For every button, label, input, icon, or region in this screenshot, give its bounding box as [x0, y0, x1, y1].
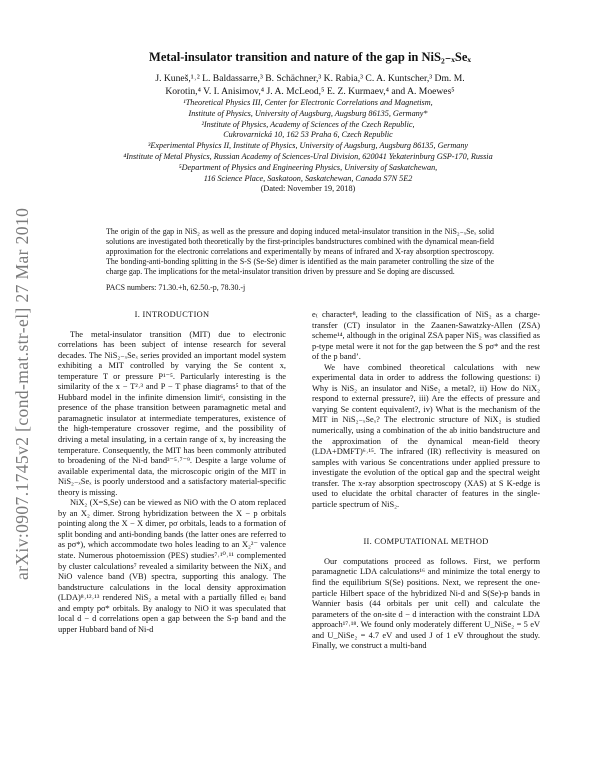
affiliation-line: ⁴Institute of Metal Physics, Russian Academy of Sciences-Ural Division, 620041 Yekaterinburg GSP-170, Russia — [123, 151, 493, 161]
authors-line: J. Kuneš,¹˒² L. Baldassarre,³ B. Schächner,³ K. Rabia,³ C. A. Kuntscher,³ Dm. M. — [155, 73, 465, 84]
authors-line: Korotin,⁴ V. I. Anisimov,⁴ J. A. McLeod,⁵ E. Z. Kurmaev,⁴ and A. Moewes⁵ — [165, 86, 455, 97]
left-column — [58, 310, 286, 635]
paragraph: Our computations proceed as follows. First, we perform paramagnetic LDA calculations¹⁶ and minimize the total energy to find the equilibrium S(Se) positions. Next, we represent the one-particle Hilbert space of the hybridized Ni-d and S(Se)-p bands in Wannier basis (44 orbitals per unit cell) and calculate the parameters of the on-site d − d interaction with the constraint LDA approach¹⁷˒¹⁸. We found only moderately different U_NiSe₂ = 5 eV and U_NiSe₂ = 4.7 eV and used J of 1 eV throughout the study. Finally, we construct a multi-band — [312, 556, 540, 651]
affiliation-line: ³Experimental Physics II, Institute of Physics, University of Augsburg, Augsburg 86135, Germany — [147, 141, 469, 151]
right-column — [312, 310, 540, 652]
affiliation-line: 116 Science Place, Saskatoon, Saskatchewan, Canada S7N 5E2 — [203, 173, 413, 183]
author-list — [70, 72, 550, 98]
paragraph: The metal-insulator transition (MIT) due to electronic correlations has been subject of intense research for several decades. The NiS₂₋ₓSeₓ series provided an important model system exhibiting a MIT controlled by varying the Se content x, temperature T or pressure P¹⁻⁵. Particularly interesting is the similarity of the x − T²˒³ and P − T phase diagrams⁵ to that of the Hubbard model in the infinite dimension limit⁶, consisting in the presence of the phase transition between paramagnetic metal and paramagnetic insulator at intermediate temperatures, existence of the high-temperature crossover regime, and the possibility of driving a metal insulating, in a certain range of x, by increasing the temperature. Consequently, the MIT has been commonly attributed to broadening of the Ni-d band³⁻⁵˒⁷⁻⁹. Despite a large volume of available experimental data, the microscopic origin of the MIT in NiS₂₋ₓSeₓ is poorly understood and a satisfactory material-specific theory is missing. — [58, 329, 286, 497]
abstract: The origin of the gap in NiS₂ as well as the pressure and doping induced metal-insulator transition in the NiS₂₋ₓSeₓ solid solutions are investigated both theoretically by the first-principles bandstructures combined with the dynamical mean-field approximation for the electronic correlations and experimentally by means of infrared and X-ray absorption spectroscopy. The bonding-anti-bonding splitting in the S-S (Se-Se) dimer is identified as the main parameter controlling the size of the charge gap. The implications for the metal-insulator transition driven by pressure and Se doping are discussed. — [106, 227, 494, 276]
affiliation-line: Cukrovarnická 10, 162 53 Praha 6, Czech Republic — [223, 130, 393, 140]
section-heading-introduction: I. INTRODUCTION — [134, 310, 210, 319]
paragraph: e₍ character⁸, leading to the classification of NiS₂ as a charge-transfer (CT) insulator in the Zaanen-Sawatzky-Allen (ZSA) scheme¹⁴, although in the original ZSA paper NiS₂ was classified as p-type metal were it not for the gap between the S pσ* and the rest of the p band’. — [312, 310, 540, 362]
section-heading-computational-method: II. COMPUTATIONAL METHOD — [363, 537, 489, 547]
pacs-numbers: PACS numbers: 71.30.+h, 62.50.-p, 78.30.-j — [106, 283, 246, 292]
paragraph: We have combined theoretical calculations with new experimental data in order to address the following questions: i) Why is NiS₂ an insulator and NiSe₂ a metal?, ii) How do NiX₂ respond to external pressure?, iii) Are the effects of pressure and varying Se content equivalent?, iv) What is the mechanism of the MIT in NiS₂₋ₓSeₓ? The electronic structure of NiX₂ is studied numerically, using a combination of the ab initio bandstructure and the approximation of the dynamical mean-field theory (LDA+DMFT)⁶˒¹⁵. The infrared (IR) reflectivity is measured on samples with various Se concentrations under applied pressure to investigate the evolution of the optical gap and the spectral weight transfer. The x-ray absorption spectroscopy (XAS) at S K-edge is used to elucidate the orbital character of features in the single-particle spectrum of NiS₂. — [312, 362, 540, 509]
affiliation-line: Institute of Physics, University of Augsburg, Augsburg 86135, Germany* — [188, 108, 428, 118]
paper-title: Metal-insulator transition and nature of the gap in NiS₂₋ₓSeₓ — [149, 50, 471, 64]
affiliation-line: ²Institute of Physics, Academy of Sciences of the Czech Republic, — [201, 119, 415, 129]
affiliation-line: ¹Theoretical Physics III, Center for Electronic Correlations and Magnetism, — [183, 98, 433, 107]
arxiv-identifier: arXiv:0907.1745v2 [cond-mat.str-el] 27 Mar 2010 — [12, 207, 32, 580]
affiliation-line: ⁵Department of Physics and Engineering Physics, University of Saskatchewan, — [178, 162, 438, 172]
paragraph: NiX₂ (X=S,Se) can be viewed as NiO with the O atom replaced by an X₂ dimer. Strong hybridization between the X − p orbitals pointing along the X − X dimer, pσ orbitals, leads to a formation of split bonding and anti-bonding bands (the latter ones are referred to as pσ*), which accommodate two holes leading to an X₂²⁻ valence state. Numerous photoemission (PES) studies⁷˒¹⁰˒¹¹ complemented by cluster calculations⁷ revealed a similarity between the NiX₂ and NiO valence band (VB) spectra, supporting this analogy. The bandstructure calculations in the local density approximation (LDA)⁸˒¹²˒¹³ rendered NiS₂ a metal with a partially filled e₍ band and empty pσ* orbitals. By analogy to NiO it was speculated that local d − d correlations open a gap between the S-p band and the upper Hubbard band of Ni-d — [58, 498, 286, 634]
arxiv-sidebar — [2, 150, 42, 580]
dated-line: (Dated: November 19, 2018) — [260, 184, 356, 194]
affiliations — [58, 98, 558, 195]
